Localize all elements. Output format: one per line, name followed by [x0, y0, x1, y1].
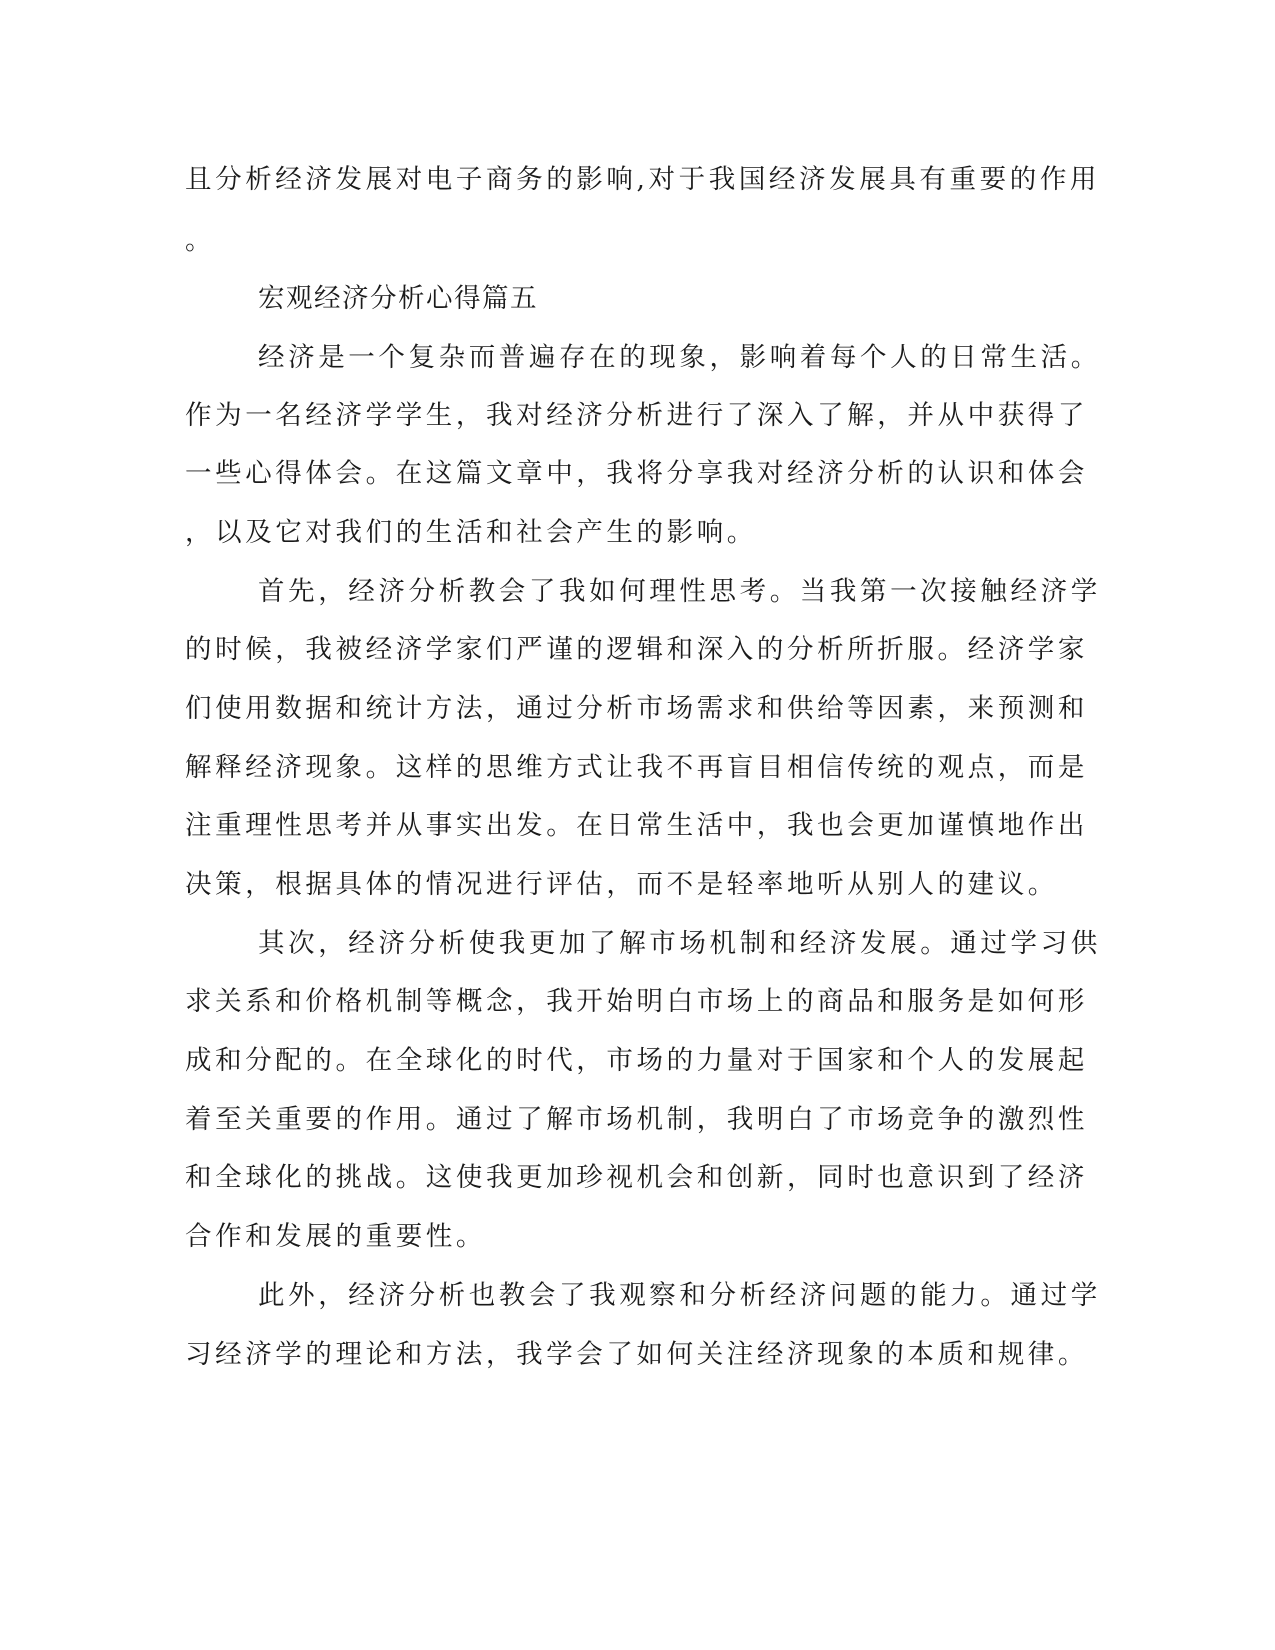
- paragraph-line: 经济是一个复杂而普遍存在的现象，影响着每个人的日常生活。: [258, 342, 1101, 373]
- paragraph-line: 注重理性思考并从事实出发。在日常生活中，我也会更加谨慎地作出: [185, 810, 1088, 841]
- paragraph-line: ，以及它对我们的生活和社会产生的影响。: [185, 517, 757, 548]
- paragraph-line: 首先，经济分析教会了我如何理性思考。当我第一次接触经济学: [258, 576, 1101, 607]
- paragraph-line: 求关系和价格机制等概念，我开始明白市场上的商品和服务是如何形: [185, 986, 1088, 1017]
- paragraph-line: 作为一名经济学学生，我对经济分析进行了深入了解，并从中获得了: [185, 400, 1088, 431]
- paragraph-line: 成和分配的。在全球化的时代，市场的力量对于国家和个人的发展起: [185, 1045, 1088, 1076]
- paragraph-line: 决策，根据具体的情况进行评估，而不是轻率地听从别人的建议。: [185, 869, 1058, 900]
- paragraph-line: 解释经济现象。这样的思维方式让我不再盲目相信传统的观点，而是: [185, 752, 1088, 783]
- paragraph-line: 合作和发展的重要性。: [185, 1221, 486, 1252]
- paragraph-line: 且分析经济发展对电子商务的影响,对于我国经济发展具有重要的作用: [185, 164, 1101, 195]
- paragraph-line: 习经济学的理论和方法，我学会了如何关注经济现象的本质和规律。: [185, 1339, 1088, 1370]
- paragraph-line: 此外，经济分析也教会了我观察和分析经济问题的能力。通过学: [258, 1280, 1101, 1311]
- paragraph-line: 着至关重要的作用。通过了解市场机制，我明白了市场竞争的激烈性: [185, 1104, 1088, 1135]
- paragraph-line: 一些心得体会。在这篇文章中，我将分享我对经济分析的认识和体会: [185, 458, 1088, 489]
- paragraph-line: 和全球化的挑战。这使我更加珍视机会和创新，同时也意识到了经济: [185, 1162, 1088, 1193]
- paragraph-line: 的时候，我被经济学家们严谨的逻辑和深入的分析所折服。经济学家: [185, 634, 1088, 665]
- paragraph-line: 。: [185, 225, 216, 256]
- paragraph-line: 其次，经济分析使我更加了解市场机制和经济发展。通过学习供: [258, 928, 1101, 959]
- section-heading: 宏观经济分析心得篇五: [258, 283, 538, 314]
- paragraph-line: 们使用数据和统计方法，通过分析市场需求和供给等因素，来预测和: [185, 693, 1088, 724]
